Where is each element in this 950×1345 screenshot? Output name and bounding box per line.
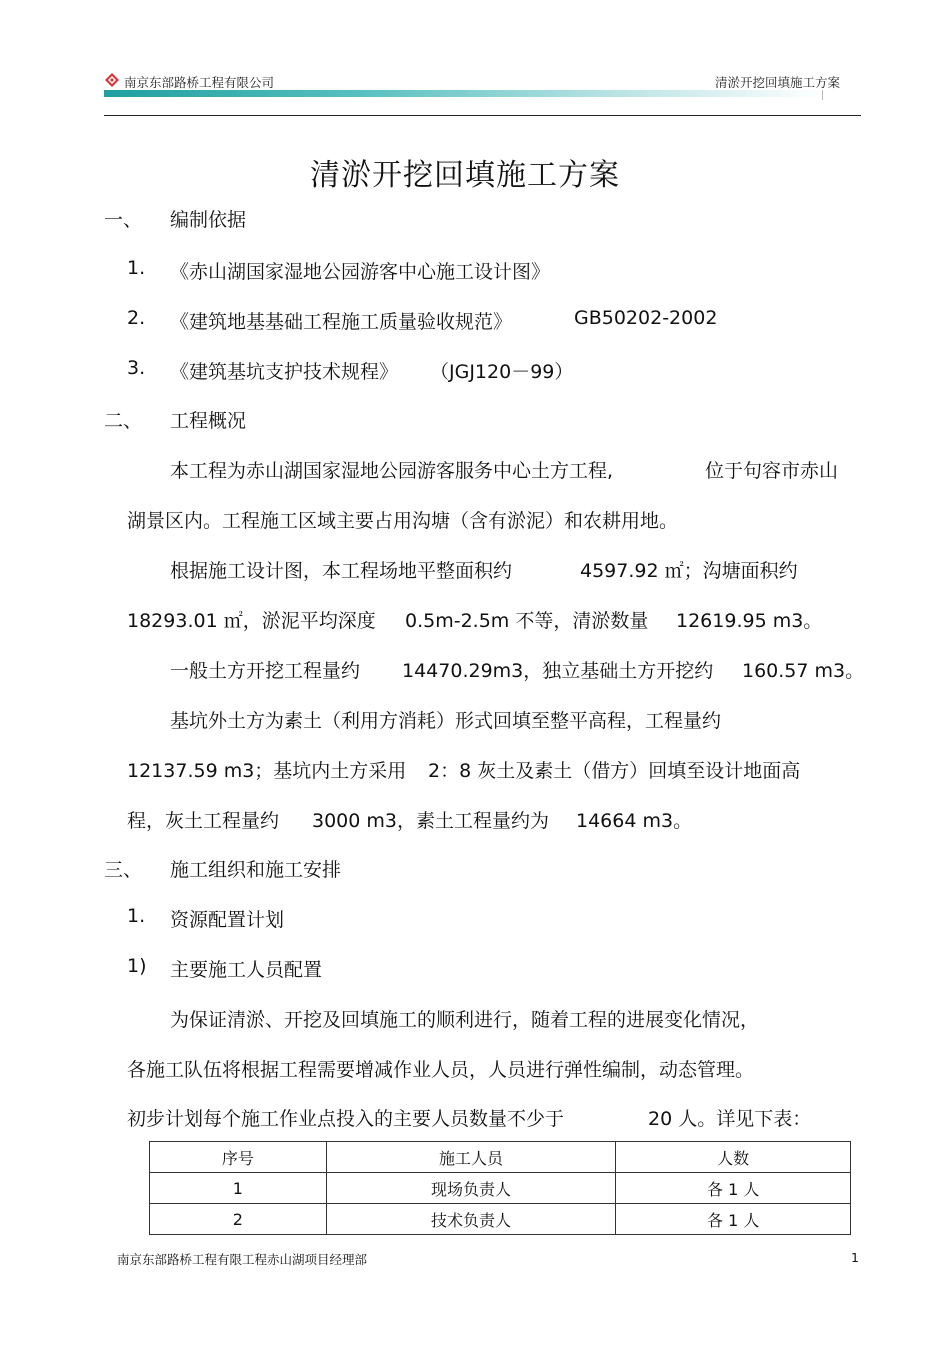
para2-line1b: 4597.92 ㎡；沟塘面积约 <box>580 560 798 582</box>
table-cell: 各 1 人 <box>616 1173 851 1204</box>
para4-line3b: 3000 m3，素土工程量约为 <box>312 810 549 832</box>
table-header-cell: 序号 <box>150 1142 327 1173</box>
section-2-title: 工程概况 <box>170 410 247 432</box>
document-title: 清淤开挖回填施工方案 <box>310 158 620 193</box>
header-rule <box>104 115 861 116</box>
ref-2-number: 2. <box>127 307 146 329</box>
header-band <box>104 90 824 97</box>
table-cell: 1 <box>150 1173 327 1204</box>
para3-b: 14470.29m3，独立基础土方开挖约 <box>402 660 714 682</box>
s3-sub1-number: 1) <box>127 955 147 977</box>
ref-3-number: 3. <box>127 357 146 379</box>
para4-line3a: 程，灰土工程量约 <box>127 810 280 832</box>
ref-2-code: GB50202-2002 <box>574 307 718 329</box>
section-1-number: 一、 <box>104 209 143 231</box>
s3-item1-number: 1. <box>127 905 146 927</box>
ref-1-text: 《赤山湖国家湿地公园游客中心施工设计图》 <box>170 261 551 283</box>
page-number: 1 <box>851 1250 859 1265</box>
table-cell: 现场负责人 <box>326 1173 616 1204</box>
table-header-row <box>150 1142 851 1173</box>
para2-line2a: 18293.01 ㎡，淤泥平均深度 <box>127 610 376 632</box>
header-tick <box>822 90 823 100</box>
para4-line1: 基坑外土方为素土（利用方消耗）形式回填至整平高程，工程量约 <box>170 710 722 732</box>
ref-3-code: （JGJ120－99） <box>430 361 574 383</box>
table-header-cell: 施工人员 <box>326 1142 616 1173</box>
header-company: 南京东部路桥工程有限公司 <box>124 75 275 90</box>
footer-org: 南京东部路桥工程有限工程赤山湖项目经理部 <box>117 1252 368 1267</box>
table-header-cell: 人数 <box>616 1142 851 1173</box>
para2-line2c: 12619.95 m3。 <box>676 610 823 632</box>
company-logo-icon <box>104 72 120 88</box>
section-2-number: 二、 <box>104 410 143 432</box>
para1-line1b: 位于句容市赤山 <box>705 460 839 482</box>
s3-para-line1: 为保证清淤、开挖及回填施工的顺利进行，随着工程的进展变化情况， <box>170 1009 760 1031</box>
para1-line1a: 本工程为赤山湖国家湿地公园游客服务中心土方工程, <box>170 460 614 482</box>
table-cell: 2 <box>150 1204 327 1235</box>
s3-sub1-text: 主要施工人员配置 <box>170 959 323 981</box>
table-cell: 各 1 人 <box>616 1204 851 1235</box>
table-row <box>150 1204 851 1235</box>
para2-line1a: 根据施工设计图，本工程场地平整面积约 <box>170 560 513 582</box>
section-3-title: 施工组织和施工安排 <box>170 859 342 881</box>
s3-item1-text: 资源配置计划 <box>170 909 285 931</box>
s3-para-line3b: 20 人。详见下表： <box>648 1108 812 1130</box>
para4-line2a: 12137.59 m3；基坑内土方采用 <box>127 760 407 782</box>
para3-a: 一般土方开挖工程量约 <box>170 660 361 682</box>
ref-2-text: 《建筑地基基础工程施工质量验收规范》 <box>170 311 513 333</box>
para2-line2b: 0.5m-2.5m 不等，清淤数量 <box>405 610 649 632</box>
ref-1-number: 1. <box>127 257 146 279</box>
para3-c: 160.57 m3。 <box>742 660 865 682</box>
staff-table <box>149 1141 851 1235</box>
para4-line2b: 2：8 灰土及素土（借方）回填至设计地面高 <box>428 760 801 782</box>
para1-line2: 湖景区内。工程施工区域主要占用沟塘（含有淤泥）和农耕用地。 <box>127 510 679 532</box>
table-cell: 技术负责人 <box>326 1204 616 1235</box>
s3-para-line3a: 初步计划每个施工作业点投入的主要人员数量不少于 <box>127 1108 565 1130</box>
table-row <box>150 1173 851 1204</box>
section-3-number: 三、 <box>104 859 143 881</box>
ref-3-text: 《建筑基坑支护技术规程》 <box>170 361 399 383</box>
s3-para-line2: 各施工队伍将根据工程需要增减作业人员，人员进行弹性编制，动态管理。 <box>127 1059 755 1081</box>
section-1-title: 编制依据 <box>170 209 247 231</box>
header-doc-name: 清淤开挖回填施工方案 <box>714 75 840 90</box>
para4-line3c: 14664 m3。 <box>576 810 693 832</box>
